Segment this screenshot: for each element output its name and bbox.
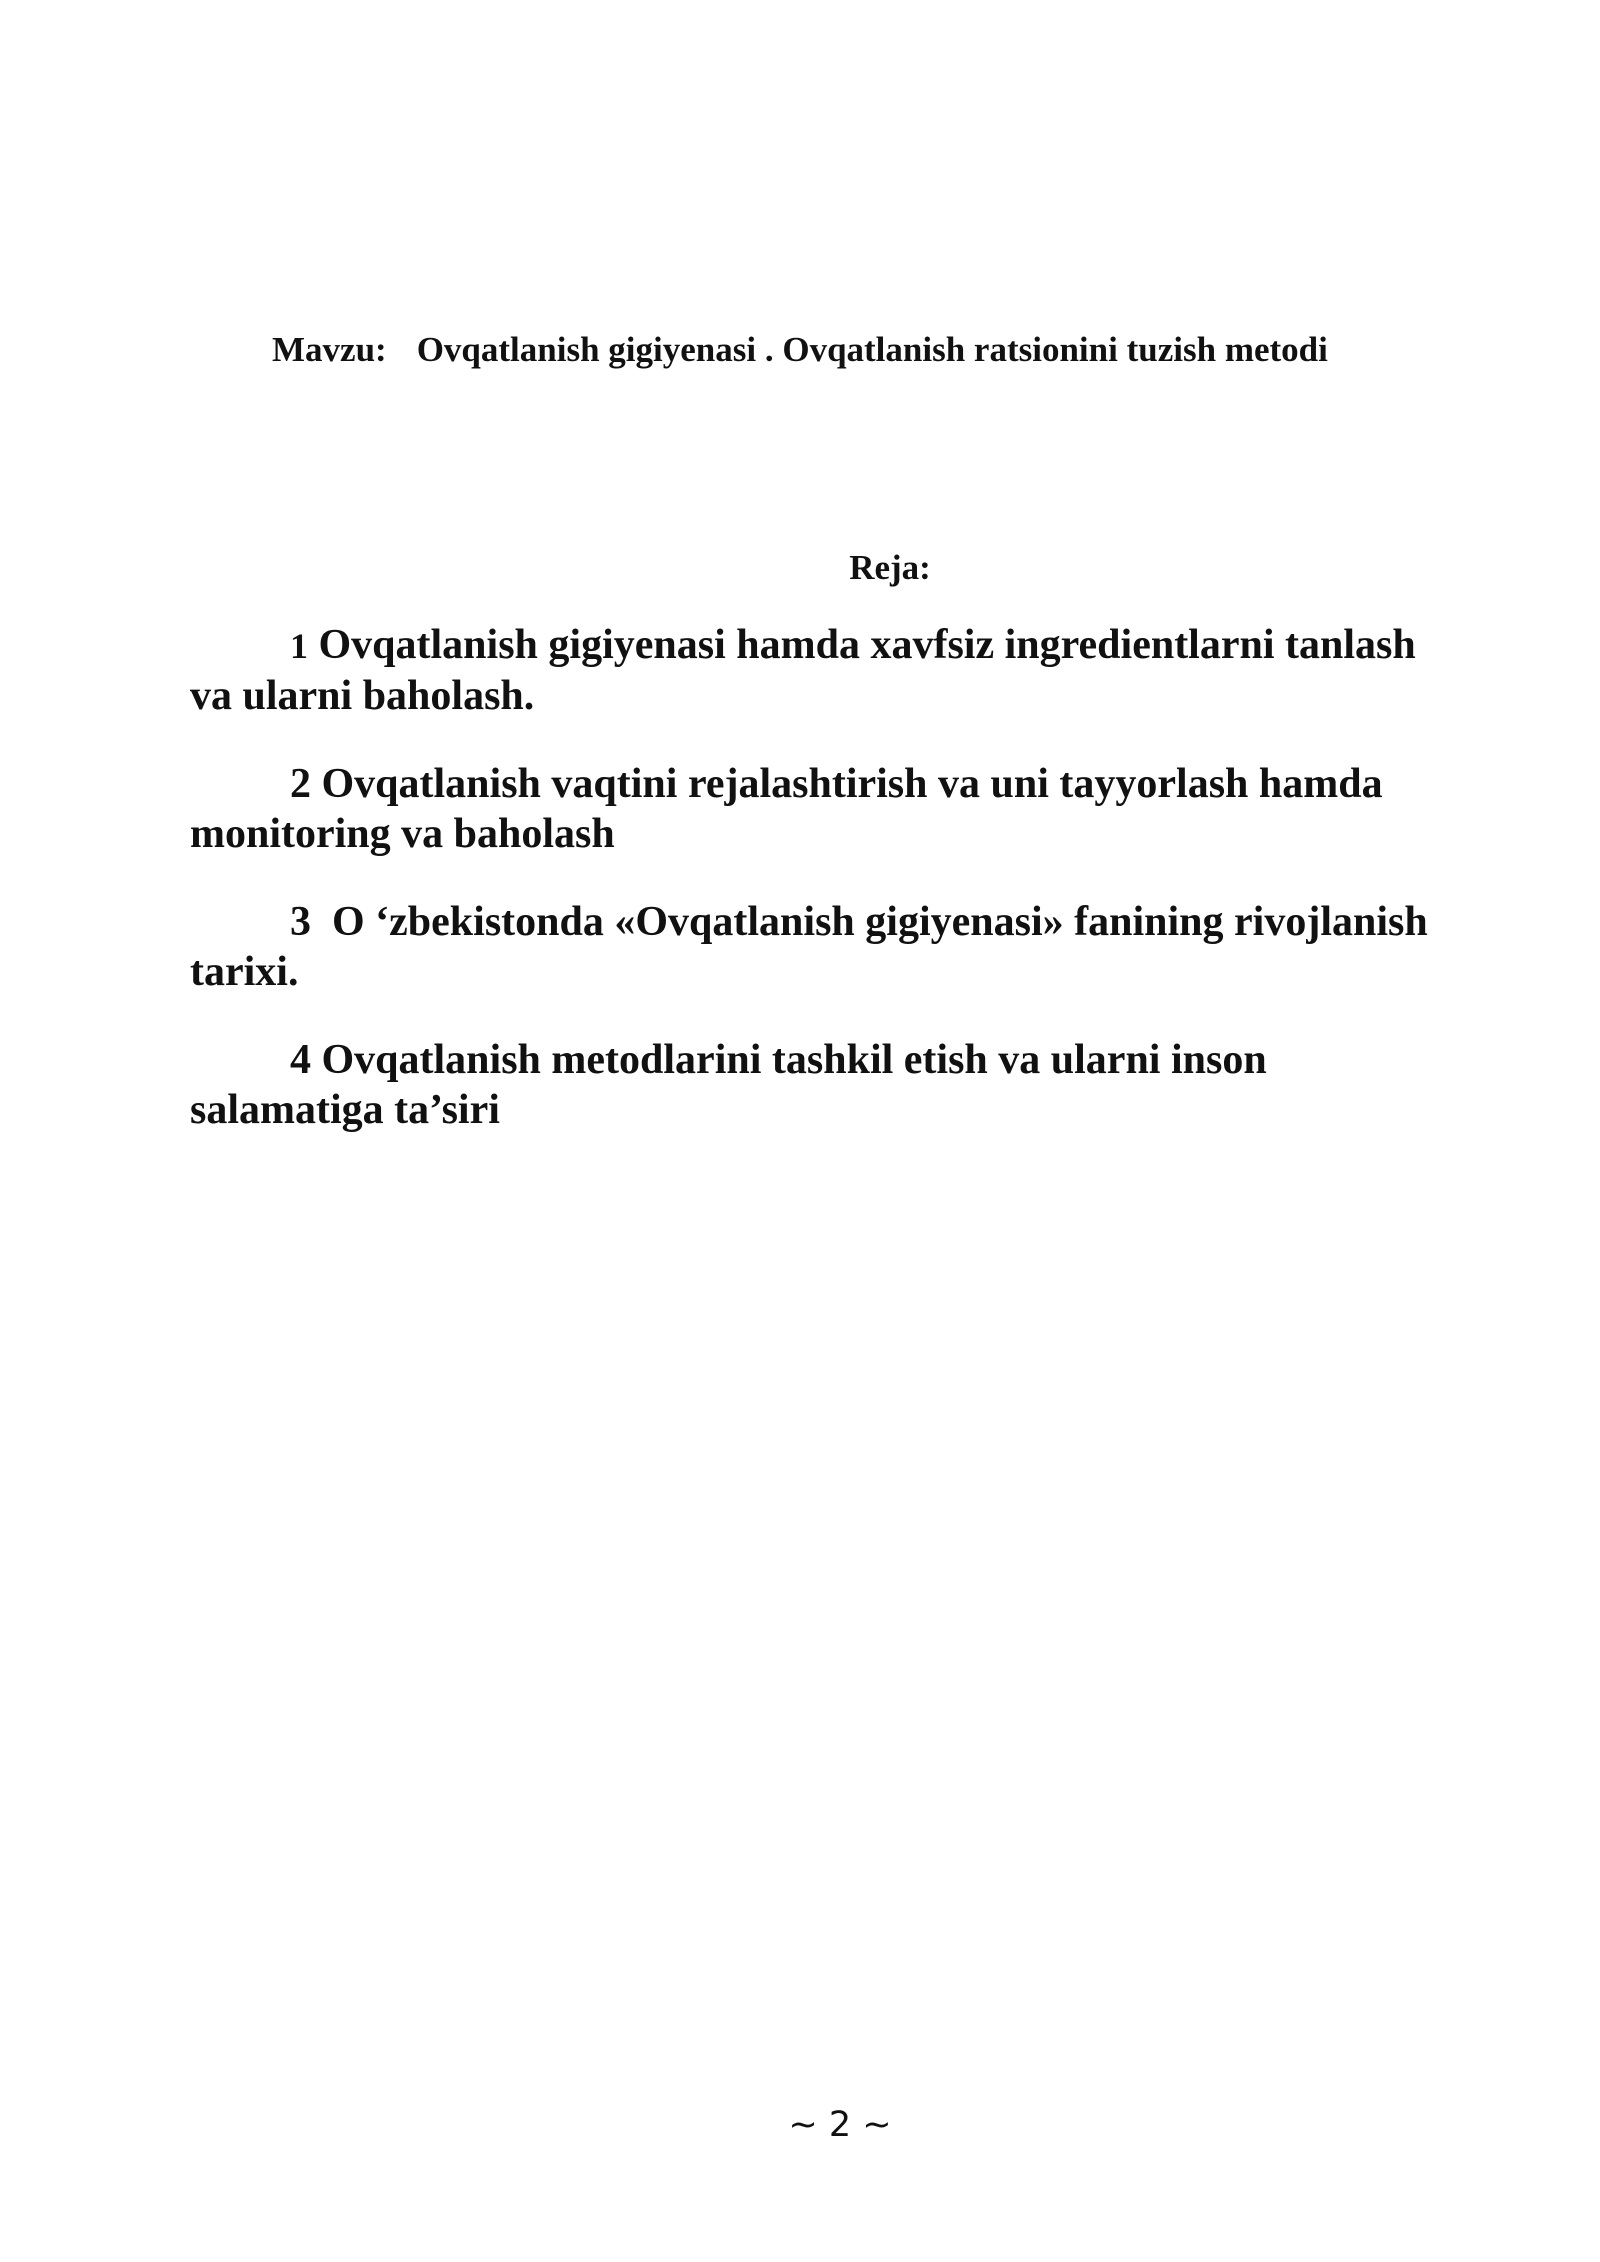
plan-item: [190, 897, 1465, 997]
plan-item: [190, 1035, 1465, 1135]
plan-item-text: Ovqatlanish gigiyenasi hamda xavfsiz ingredientlarni tanlash va ularni baholash.: [190, 622, 1416, 719]
plan-item-text: Ovqatlanish metodlarini tashkil etish va ularni inson salamatiga ta’siri: [190, 1037, 1267, 1133]
plan-item-text: Ovqatlanish vaqtini rejalashtirish va uni tayyorlash hamda monitoring va baholash: [190, 761, 1383, 857]
plan-item: [190, 759, 1465, 859]
topic-label: Mavzu:: [272, 330, 387, 369]
plan-item-number: 1: [290, 626, 308, 666]
plan-item: [190, 620, 1465, 721]
topic-line: [272, 330, 1472, 370]
plan-list: [190, 620, 1465, 1173]
plan-item-text: O ‘zbekistonda «Ovqatlanish gigiyenasi» fanining rivojlanish tarixi.: [190, 899, 1439, 995]
topic-title: Ovqatlanish gigiyenasi . Ovqatlanish ratsionini tuzish metodi: [416, 330, 1328, 369]
plan-heading: Reja:: [849, 548, 931, 587]
page-number: ~ 2 ~: [788, 2105, 892, 2145]
plan-item-number: 2: [290, 761, 311, 807]
plan-item-number: 3: [290, 899, 311, 945]
plan-item-number: 4: [290, 1037, 311, 1083]
